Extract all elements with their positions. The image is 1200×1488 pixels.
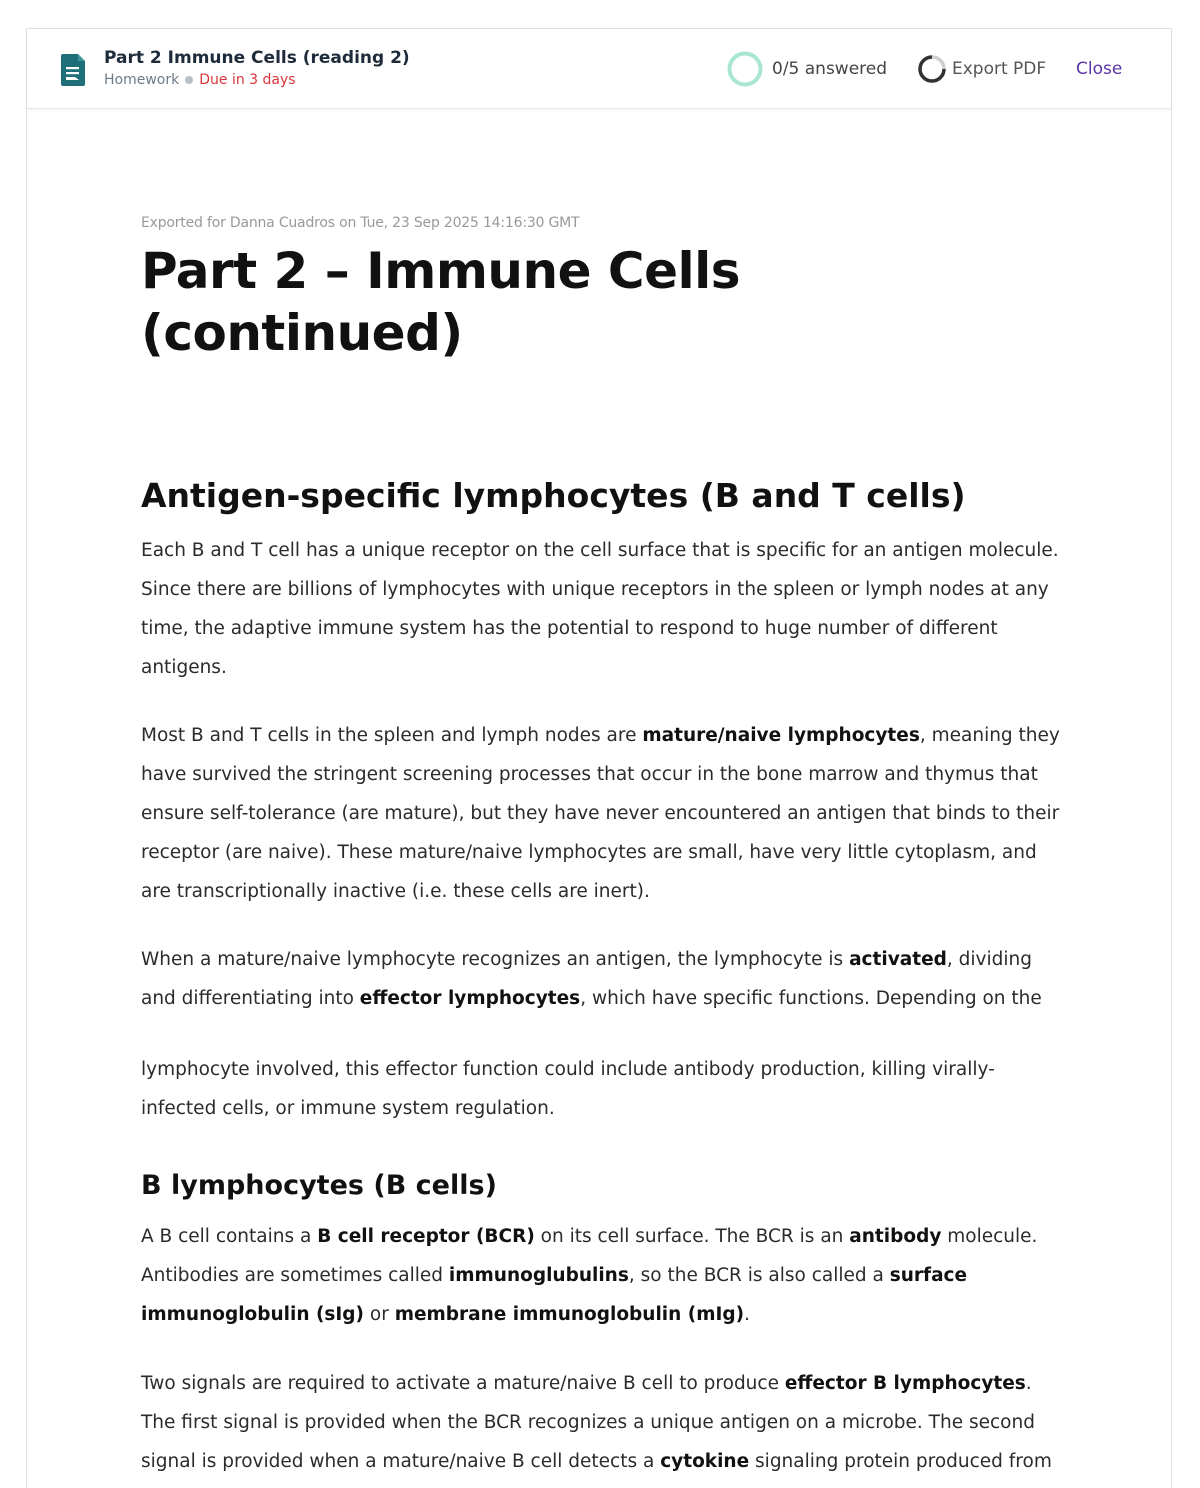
assignment-header bbox=[27, 29, 1171, 109]
due-date: Due in 3 days bbox=[199, 72, 296, 88]
progress-ring-icon bbox=[727, 51, 763, 87]
bold-term: mature/naive lymphocytes bbox=[642, 725, 920, 746]
export-spinner-icon bbox=[917, 54, 947, 84]
bold-term: surface immunoglobulin (sIg) bbox=[141, 1265, 968, 1325]
paragraph: lymphocyte involved, this effector function could include antibody production, killing virally-infected cells, or immune system regulation. bbox=[141, 1059, 995, 1119]
bold-term: cytokine bbox=[660, 1451, 750, 1472]
section-heading-lymphocytes: Antigen-specific lymphocytes (B and T cells) bbox=[141, 476, 966, 515]
paragraph: When a mature/naive lymphocyte recognizes an antigen, the lymphocyte is activated, dividing and differentiating into effector lymphocytes, which have specific functions. Depending on the bbox=[141, 949, 1042, 1009]
bold-term: activated bbox=[849, 949, 947, 970]
progress-text: 0/5 answered bbox=[772, 59, 888, 79]
page-title: Part 2 – Immune Cells (continued) bbox=[141, 242, 741, 362]
answer-progress bbox=[727, 51, 887, 87]
reading-content bbox=[141, 214, 1063, 1481]
bold-term: B cell receptor (BCR) bbox=[317, 1226, 535, 1247]
bold-term: effector B lymphocytes bbox=[784, 1373, 1026, 1394]
bold-term: immunoglubulins bbox=[448, 1265, 629, 1286]
assignment-title: Part 2 Immune Cells (reading 2) bbox=[104, 48, 410, 68]
section-heading-b-cells: B lymphocytes (B cells) bbox=[141, 1170, 497, 1201]
paragraph: Each B and T cell has a unique receptor on the cell surface that is specific for an antigen molecule. Since there are billions of lymphocytes with unique receptors in the spleen or lymph nodes at any time, the adaptive immune system has the potential to respond to huge number of different antigens. bbox=[141, 540, 1059, 678]
assignment-title-block bbox=[104, 47, 410, 90]
assignment-meta bbox=[104, 70, 410, 90]
export-pdf-button[interactable] bbox=[917, 51, 1046, 87]
export-pdf-label: Export PDF bbox=[952, 59, 1047, 79]
close-button[interactable]: Close bbox=[1076, 59, 1123, 79]
homework-card bbox=[26, 28, 1172, 1488]
assignment-type: Homework bbox=[104, 72, 180, 88]
bold-term: effector lymphocytes bbox=[359, 988, 581, 1009]
paragraph: Two signals are required to activate a mature/naive B cell to produce effector B lymphocytes. The first signal is provided when the BCR recognizes a unique antigen on a microbe. The second signal is provided when a mature/naive B cell detects a cytokine signaling protein produced from bbox=[141, 1373, 1052, 1472]
document-icon bbox=[59, 53, 87, 87]
export-note: Exported for Danna Cuadros on Tue, 23 Sep 2025 14:16:30 GMT bbox=[141, 215, 580, 231]
bold-term: antibody bbox=[849, 1226, 942, 1247]
bold-term: membrane immunoglobulin (mIg) bbox=[394, 1304, 745, 1325]
separator-dot bbox=[185, 76, 193, 84]
paragraph: Most B and T cells in the spleen and lymph nodes are mature/naive lymphocytes, meaning they have survived the stringent screening processes that occur in the bone marrow and thymus that ensure self-tolerance (are mature), but they have never encountered an antigen that binds to their receptor (are naive). These mature/naive lymphocytes are small, have very little cytoplasm, and are transcriptionally inactive (i.e. these cells are inert). bbox=[141, 725, 1060, 902]
paragraph: A B cell contains a B cell receptor (BCR) on its cell surface. The BCR is an antibody molecule. Antibodies are sometimes called immunoglubulins, so the BCR is also called a surface immunoglobulin (sIg) or membrane immunoglobulin (mIg). bbox=[141, 1226, 1038, 1325]
